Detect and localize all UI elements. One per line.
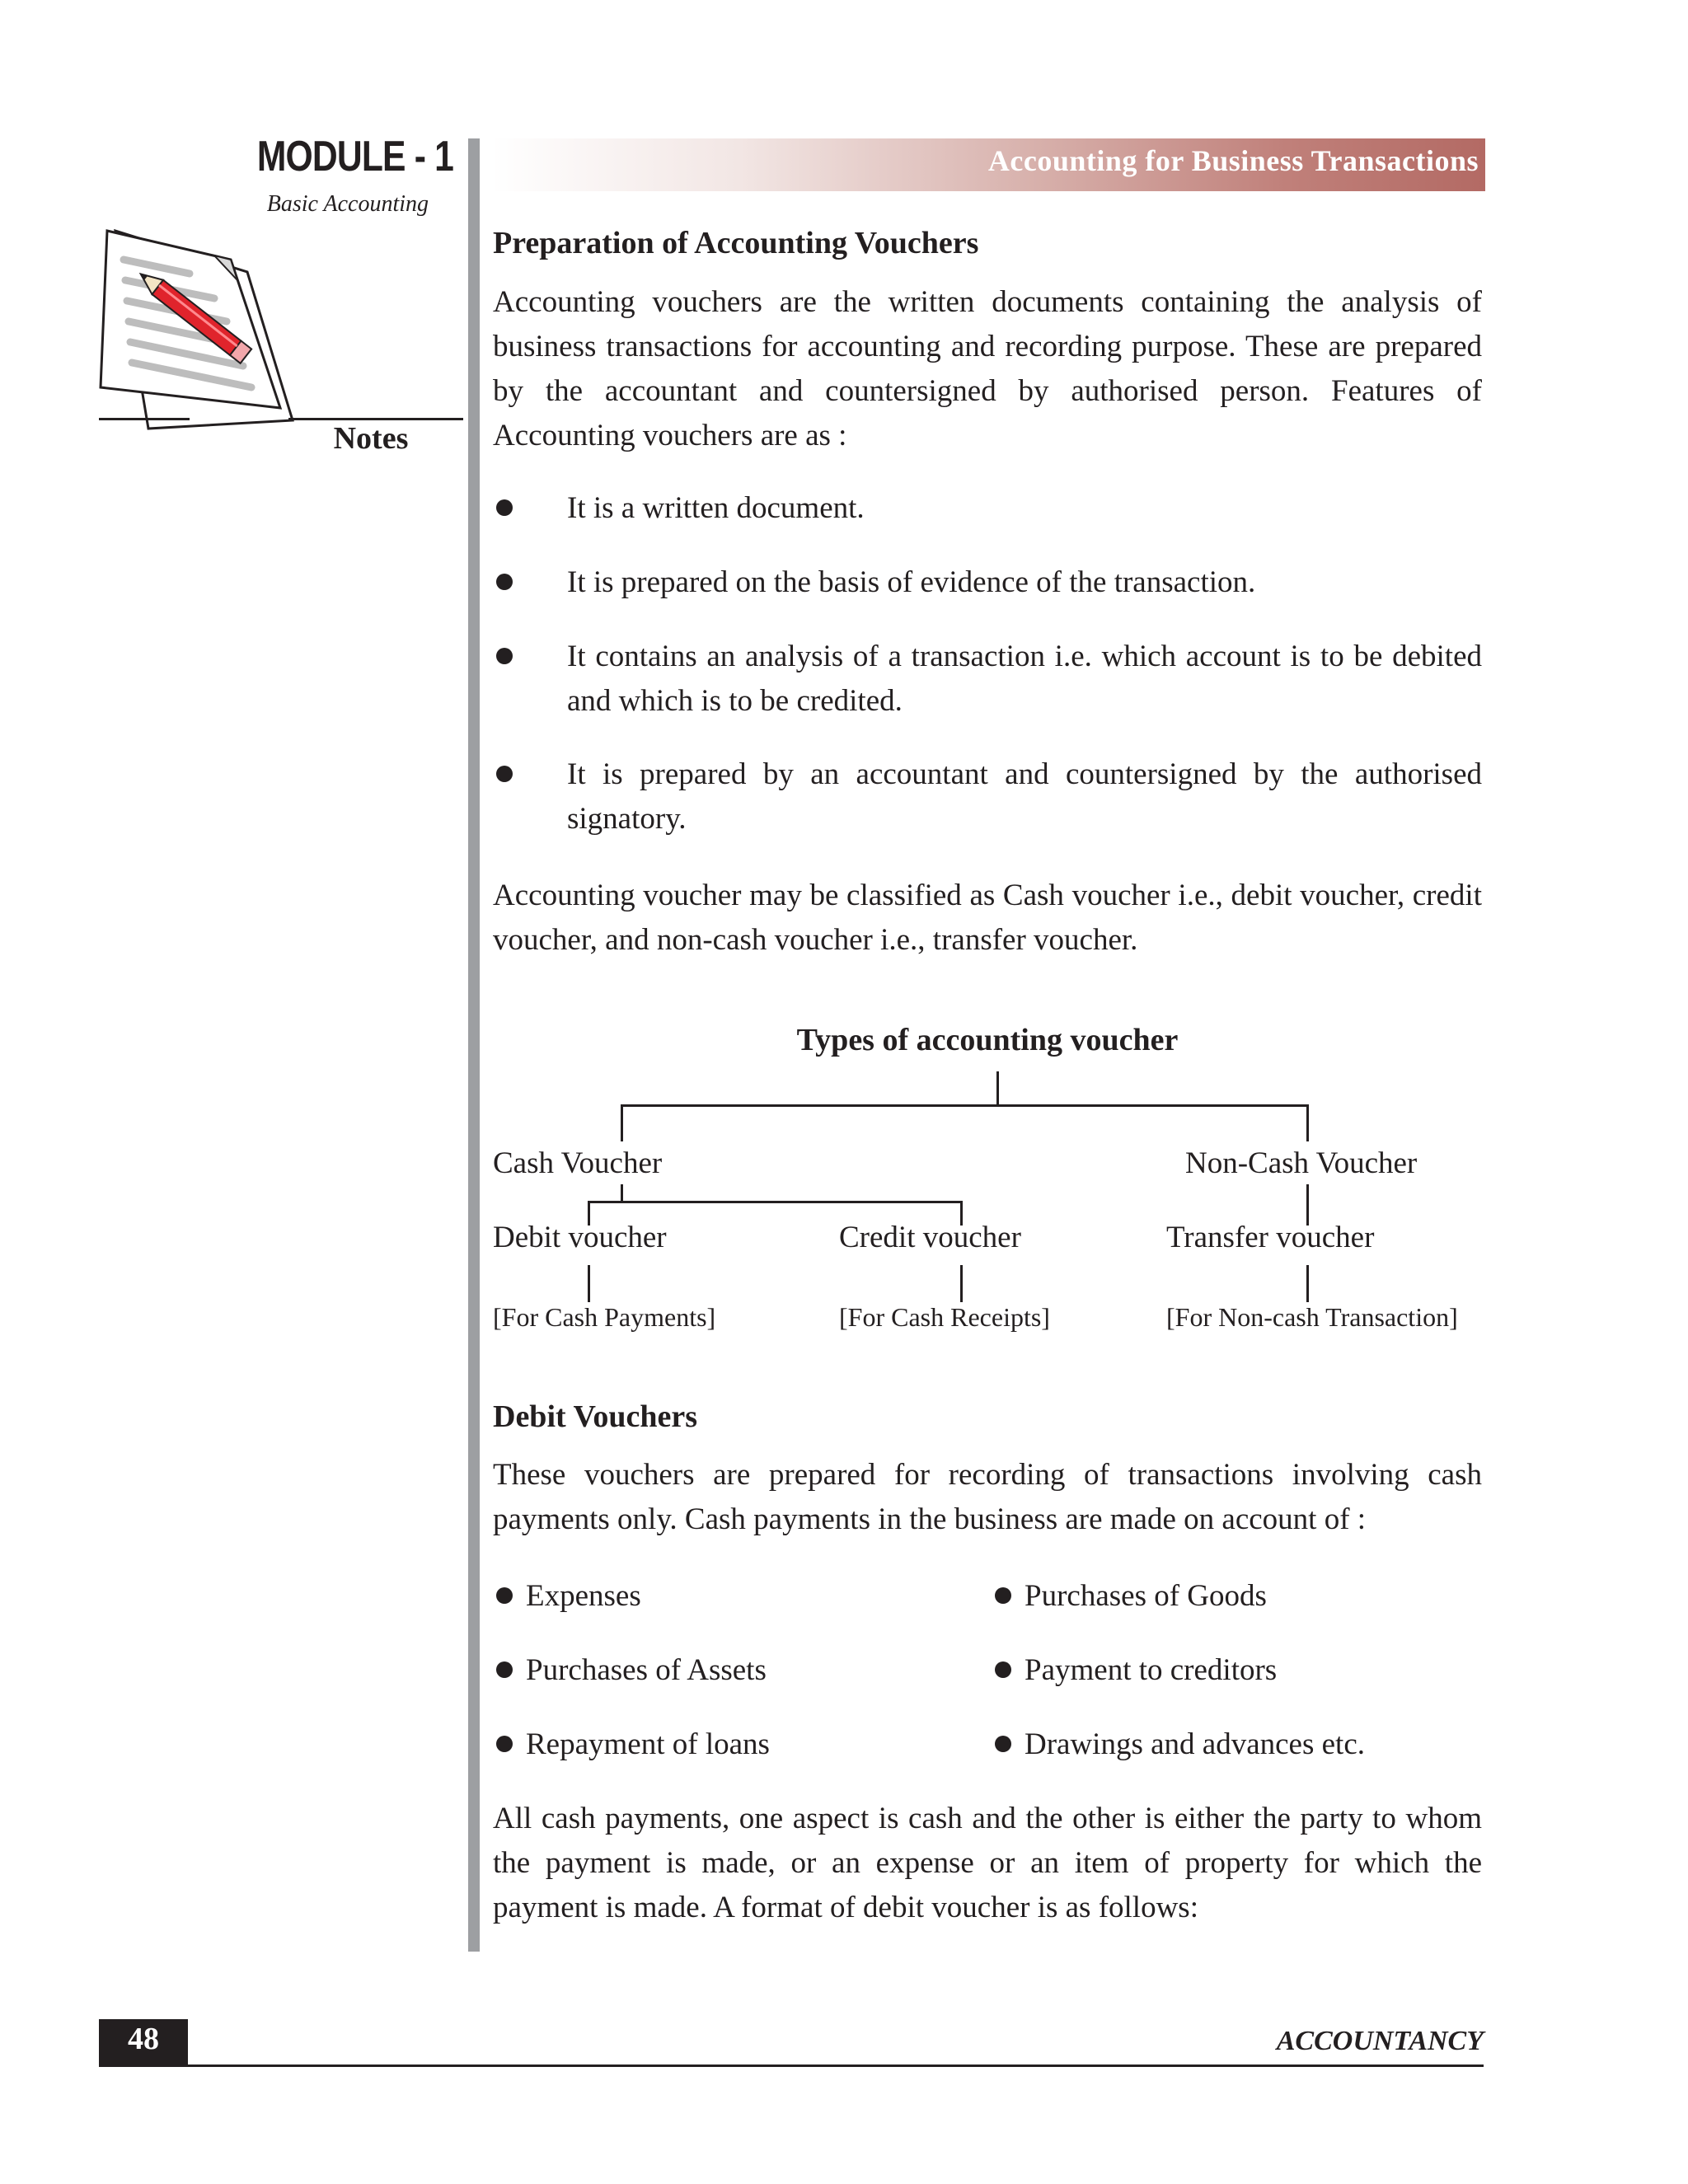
module-subtitle: Basic Accounting: [266, 191, 429, 217]
notes-rule-left: [99, 418, 190, 420]
diagram-connector: [621, 1184, 623, 1201]
closing-paragraph: All cash payments, one aspect is cash and the other is either the party to whom the payment is made, or an expense or an item of property for which the payment is made. A format of debit voucher is as follows:: [493, 1802, 1482, 1924]
bullet-icon: [995, 1587, 1011, 1604]
list-item: Repayment of loans: [496, 1722, 770, 1767]
classification-paragraph: Accounting voucher may be classified as Cash voucher i.e., debit voucher, credit voucher, and non-cash voucher i.e., transfer voucher.: [493, 879, 1482, 957]
diagram-title: Types of accounting voucher: [796, 1023, 1179, 1057]
bullet-icon: [496, 766, 513, 782]
page-number: 48: [128, 2022, 159, 2056]
diagram-connector: [1306, 1104, 1309, 1141]
diagram-node-non-cash: Non-Cash Voucher: [1185, 1146, 1418, 1180]
diagram-connector: [960, 1265, 963, 1302]
margin-divider: [468, 138, 480, 1952]
diagram-node-transfer: Transfer voucher: [1166, 1221, 1375, 1254]
diagram-node-cash: Cash Voucher: [493, 1146, 663, 1180]
diagram-node-debit: Debit voucher: [493, 1221, 667, 1254]
section-heading-preparation: Preparation of Accounting Vouchers: [493, 226, 979, 260]
footer-rule: [99, 2064, 1484, 2067]
diagram-connector: [1306, 1265, 1309, 1302]
notes-label: Notes: [333, 421, 409, 456]
debit-intro-paragraph: These vouchers are prepared for recording of transactions involving cash payments only. Cash payments in the business are made on account of :: [493, 1458, 1482, 1536]
section-heading-debit-vouchers: Debit Vouchers: [493, 1399, 698, 1434]
diagram-note-credit: [For Cash Receipts]: [839, 1302, 1050, 1332]
list-item: Purchases of Assets: [496, 1648, 767, 1693]
diagram-connector: [588, 1265, 590, 1302]
diagram-node-credit: Credit voucher: [839, 1221, 1021, 1254]
diagram-note-transfer: [For Non-cash Transaction]: [1166, 1302, 1458, 1332]
header-title: Accounting for Business Transactions: [987, 144, 1479, 177]
list-item: Purchases of Goods: [995, 1574, 1267, 1619]
diagram-connector: [621, 1104, 623, 1141]
diagram-connector: [621, 1104, 1309, 1107]
bullet-icon: [496, 648, 513, 664]
bullet-icon: [496, 499, 513, 516]
list-item: Expenses: [496, 1574, 641, 1619]
bullet-icon: [496, 1587, 513, 1604]
list-item: Drawings and advances etc.: [995, 1722, 1365, 1767]
list-item: Payment to creditors: [995, 1648, 1277, 1693]
footer-subject: ACCOUNTANCY: [1276, 2026, 1484, 2056]
header-band: [491, 138, 1485, 191]
module-title: MODULE - 1: [256, 133, 453, 180]
notepad-with-pencil-icon: [91, 223, 321, 462]
bullet-icon: [496, 1736, 513, 1752]
bullet-icon: [995, 1736, 1011, 1752]
diagram-note-debit: [For Cash Payments]: [493, 1302, 716, 1332]
diagram-connector: [588, 1201, 963, 1203]
bullet-icon: [496, 1661, 513, 1678]
bullet-icon: [995, 1661, 1011, 1678]
diagram-connector: [996, 1071, 999, 1104]
intro-paragraph: Accounting vouchers are the written documents containing the analysis of business transactions for accounting and recording purpose. These are prepared by the accountant and countersigned by authorised person. Features of Accounting vouchers are as :: [493, 285, 1482, 452]
bullet-icon: [496, 574, 513, 590]
